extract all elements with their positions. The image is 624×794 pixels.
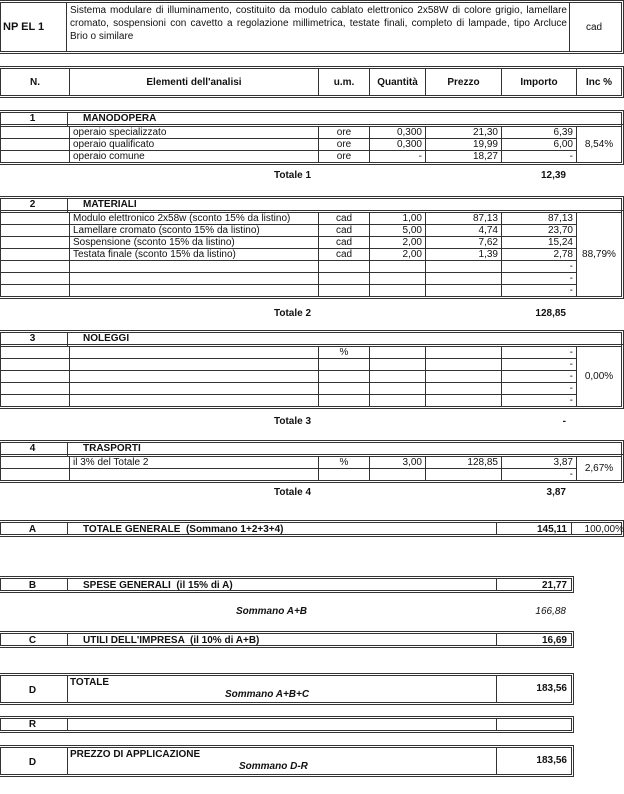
row-amount: - [502,285,577,297]
summary-c-value: 16,69 [541,635,567,646]
row-quantity [370,469,426,481]
row-unit: cad [319,249,370,261]
row-description: operaio specializzato [70,127,319,139]
col-elementi: Elementi dell'analisi [70,69,319,95]
row-price [426,359,502,371]
row-unit: cad [319,237,370,249]
row-number [1,371,70,383]
row-unit [319,285,370,297]
row-number [1,395,70,407]
summary-p-letter: D [28,757,37,768]
row-number [1,273,70,285]
col-quantita: Quantità [370,69,426,95]
section-1-rows [0,124,624,165]
summary-d-letter: D [28,685,37,696]
row-amount: - [502,151,577,163]
table-row [1,139,621,151]
row-number [1,213,70,225]
row-amount: - [502,359,577,371]
row-description [70,469,319,481]
summary-prezzo-applicazione [0,745,574,777]
col-prezzo: Prezzo [426,69,502,95]
row-description: Lamellare cromato (sconto 15% da listino) [70,225,319,237]
section-total-label: Totale 1 [274,170,312,181]
row-price [426,469,502,481]
row-unit [319,261,370,273]
row-description: il 3% del Totale 2 [70,457,319,469]
section-number: 1 [29,113,36,124]
summary-r [0,716,574,733]
table-row [1,249,621,261]
row-number [1,237,70,249]
summary-a [0,520,624,537]
item-description: Sistema modulare di illuminamento, costituito da modulo cablato elettronico 2x58W di colore grigio, lamellare cromato, sospensioni con cavetto a regolazione millimetrica, testate finali, completo di lampade, tipo Arcluce Brio o similare [70,5,567,42]
row-unit: cad [319,225,370,237]
row-price: 128,85 [426,457,502,469]
table-row [1,225,621,237]
section-total-value: 12,39 [540,170,566,181]
row-price: 18,27 [426,151,502,163]
row-number [1,359,70,371]
table-row [1,347,621,359]
section-2-rows [0,210,624,299]
row-unit [319,383,370,395]
row-unit: ore [319,139,370,151]
table-row [1,457,621,469]
row-number [1,225,70,237]
row-amount: - [502,383,577,395]
summary-a-value: 145,11 [536,524,567,535]
section-title: MANODOPERA [83,113,157,124]
row-quantity: 3,00 [370,457,426,469]
row-price [426,273,502,285]
section-incidence: 0,00% [577,347,622,406]
section-total-value: 3,87 [546,487,566,498]
summary-b-letter: B [28,580,37,591]
row-amount: - [502,395,577,407]
row-description [70,285,319,297]
table-row [1,273,621,285]
summary-b-label: SPESE GENERALI (il 15% di A) [83,580,233,591]
table-row [1,469,621,481]
row-quantity: 5,00 [370,225,426,237]
summary-a-label: TOTALE GENERALE (Sommano 1+2+3+4) [83,524,284,535]
row-price [426,395,502,407]
row-quantity: 1,00 [370,213,426,225]
summary-d-sublabel: Sommano A+B+C [225,689,310,700]
summary-r-letter: R [28,719,37,730]
row-description [70,395,319,407]
row-unit [319,469,370,481]
section-total-label: Totale 3 [274,416,312,427]
row-quantity [370,273,426,285]
row-number [1,383,70,395]
summary-c [0,631,574,648]
table-row [1,383,621,395]
column-header [0,66,624,98]
row-amount: 23,70 [502,225,577,237]
row-description: operaio qualificato [70,139,319,151]
summary-p-value: 183,56 [536,755,567,766]
sommano-ab-label: Sommano A+B [236,606,308,617]
row-description: Sospensione (sconto 15% da listino) [70,237,319,249]
section-total-label: Totale 2 [274,308,312,319]
row-quantity: 2,00 [370,249,426,261]
section-incidence: 88,79% [577,213,622,296]
col-importo: Importo [502,69,577,95]
row-price [426,285,502,297]
row-description [70,261,319,273]
row-amount: - [502,469,577,481]
section-incidence: 2,67% [577,457,622,480]
row-price [426,261,502,273]
row-quantity: 0,300 [370,139,426,151]
summary-a-letter: A [28,524,37,535]
row-quantity: 0,300 [370,127,426,139]
section-number: 3 [29,333,36,344]
row-unit [319,273,370,285]
row-quantity [370,383,426,395]
section-title: NOLEGGI [83,333,130,344]
row-number [1,151,70,163]
row-price: 19,99 [426,139,502,151]
row-price: 7,62 [426,237,502,249]
row-price: 4,74 [426,225,502,237]
table-row [1,213,621,225]
row-amount: 6,39 [502,127,577,139]
row-unit [319,395,370,407]
section-total-value: - [562,416,566,427]
table-row [1,127,621,139]
table-row [1,151,621,163]
row-amount: - [502,371,577,383]
summary-d [0,673,574,705]
row-quantity [370,285,426,297]
table-row [1,371,621,383]
row-price: 87,13 [426,213,502,225]
row-description [70,347,319,359]
column-header-table [1,69,621,95]
summary-d-value: 183,56 [536,683,567,694]
row-quantity [370,371,426,383]
row-description: operaio comune [70,151,319,163]
row-amount: - [502,273,577,285]
row-description [70,273,319,285]
row-price: 1,39 [426,249,502,261]
summary-b-value: 21,77 [541,580,567,591]
sommano-ab-value: 166,88 [535,606,566,617]
row-amount: 15,24 [502,237,577,249]
row-number [1,285,70,297]
section-total-label: Totale 4 [274,487,312,498]
row-description [70,371,319,383]
table-row [1,261,621,273]
summary-p-sublabel: Sommano D-R [239,761,308,772]
row-quantity [370,347,426,359]
row-quantity [370,261,426,273]
row-unit: ore [319,151,370,163]
section-title: TRASPORTI [83,443,141,454]
row-quantity: 2,00 [370,237,426,249]
section-3-rows [0,344,624,409]
summary-d-label: TOTALE [70,677,110,688]
summary-c-letter: C [28,635,37,646]
table-row [1,285,621,297]
row-number [1,261,70,273]
summary-b [0,576,574,593]
row-unit [319,371,370,383]
row-unit: cad [319,213,370,225]
summary-p-label: PREZZO DI APPLICAZIONE [70,749,201,760]
row-description: Modulo elettronico 2x58w (sconto 15% da listino) [70,213,319,225]
row-amount: 87,13 [502,213,577,225]
row-price [426,347,502,359]
table-row [1,237,621,249]
col-n: N. [1,69,70,95]
row-unit: ore [319,127,370,139]
table-row [1,359,621,371]
section-number: 2 [29,199,36,210]
summary-c-label: UTILI DELL'IMPRESA (il 10% di A+B) [83,635,260,646]
row-description: Testata finale (sconto 15% da listino) [70,249,319,261]
row-number [1,139,70,151]
row-price [426,371,502,383]
row-amount: 6,00 [502,139,577,151]
row-number [1,347,70,359]
row-unit: % [319,347,370,359]
summary-a-inc: 100,00% [584,524,624,535]
section-incidence: 8,54% [577,127,622,162]
row-quantity [370,395,426,407]
col-um: u.m. [319,69,370,95]
row-amount: 3,87 [502,457,577,469]
row-unit [319,359,370,371]
section-number: 4 [29,443,36,454]
row-number [1,457,70,469]
section-4-rows [0,454,624,483]
row-quantity: - [370,151,426,163]
row-quantity [370,359,426,371]
section-title: MATERIALI [83,199,137,210]
row-number [1,249,70,261]
item-unit: cad [586,22,603,33]
row-price: 21,30 [426,127,502,139]
row-unit: % [319,457,370,469]
row-description [70,359,319,371]
row-number [1,127,70,139]
row-price [426,383,502,395]
row-amount: - [502,347,577,359]
section-total-value: 128,85 [535,308,566,319]
col-inc: Inc % [577,69,622,95]
table-row [1,395,621,407]
row-description [70,383,319,395]
row-amount: - [502,261,577,273]
item-header [0,0,624,54]
row-amount: 2,78 [502,249,577,261]
row-number [1,469,70,481]
item-code: NP EL 1 [3,21,45,33]
